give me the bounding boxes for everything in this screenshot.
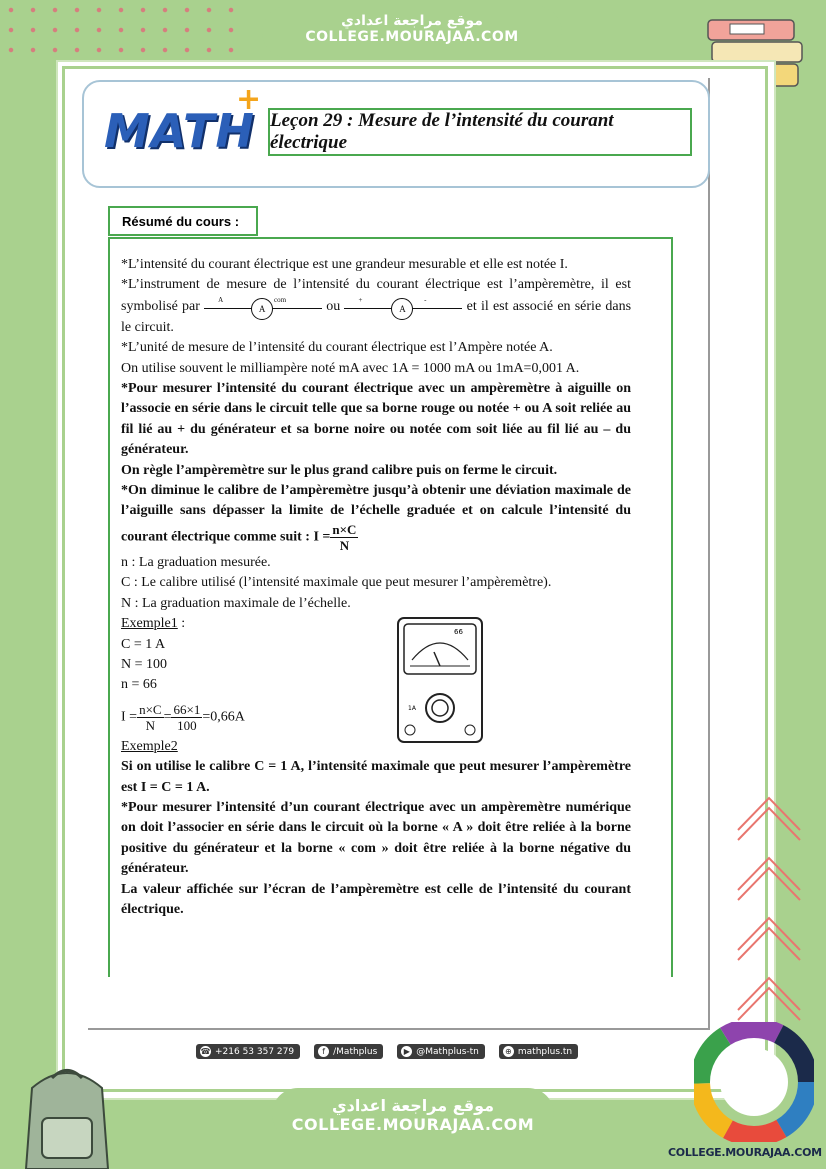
example-line: C = 1 A bbox=[121, 636, 166, 652]
example-line: n = 66 bbox=[121, 677, 157, 693]
phone-icon: ☎ bbox=[200, 1047, 211, 1056]
ammeter-symbol-com bbox=[204, 296, 322, 318]
youtube-icon: ▶ bbox=[401, 1046, 412, 1057]
ammeter-symbol-polar bbox=[344, 296, 462, 318]
lesson-title: Leçon 29 : Mesure de l’intensité du courant électrique bbox=[268, 108, 692, 156]
paragraph: *L’intensité du courant électrique est une grandeur mesurable et elle est notée I. bbox=[121, 257, 568, 272]
globe-icon: ⊕ bbox=[503, 1046, 514, 1057]
paragraph: Si on utilise le calibre C = 1 A, l’intensité maximale que peut mesurer l’ampèremètre est I = C = 1 A. bbox=[121, 759, 631, 795]
formula-numerator: 66×1 bbox=[173, 701, 201, 717]
paragraph: La valeur affichée sur l’écran de l’ampèremètre est celle de l’intensité du courant électrique. bbox=[121, 881, 631, 917]
website-url: mathplus.tn bbox=[517, 1046, 573, 1057]
formula-denominator: N bbox=[145, 717, 156, 733]
ammeter-illustration bbox=[396, 616, 484, 744]
symbol-terminal-label: - bbox=[424, 295, 427, 304]
example-formula bbox=[121, 702, 631, 733]
symbol-terminal-label: com bbox=[274, 295, 287, 304]
site-arabic-name: موقع مراجعة اعدادي bbox=[331, 1096, 495, 1115]
formula-lhs: I = bbox=[313, 529, 331, 545]
logo-plus: + bbox=[236, 82, 263, 117]
chevron-up-decoration bbox=[734, 790, 804, 1030]
phone-number: +216 53 357 279 bbox=[215, 1046, 295, 1057]
youtube-link[interactable] bbox=[397, 1044, 485, 1059]
phone-link[interactable] bbox=[196, 1044, 300, 1059]
symbol-circle: A bbox=[251, 298, 273, 320]
facebook-link[interactable] bbox=[314, 1044, 383, 1059]
symbol-terminal-label: A bbox=[218, 295, 224, 304]
formula-lhs: I = bbox=[121, 709, 138, 725]
paragraph: On utilise souvent le milliampère noté mA avec 1A = 1000 mA ou 1mA=0,001 A. bbox=[121, 360, 580, 376]
formula-fraction bbox=[171, 702, 202, 733]
formula-numerator: n×C bbox=[332, 521, 357, 537]
decorative-dots bbox=[0, 0, 240, 60]
example-title-colon: : bbox=[177, 616, 186, 632]
summary-text bbox=[121, 255, 631, 920]
facebook-icon: f bbox=[318, 1046, 329, 1057]
paragraph bbox=[121, 481, 631, 553]
paragraph: *Pour mesurer l’intensité d’un courant électrique avec un ampèremètre numérique on doit l’associer en série dans le circuit où la borne « A » doit être reliée à la borne positive du générateur et la borne « com » doit être reliée à la borne négative du générateur. bbox=[121, 799, 631, 877]
definition: C : Le calibre utilisé (l’intensité maximale que peut mesurer l’ampèremètre). bbox=[121, 575, 552, 591]
example-title: Exemple2 bbox=[121, 738, 178, 754]
paragraph: On règle l’ampèremètre sur le plus grand calibre puis on ferme le circuit. bbox=[121, 462, 558, 478]
summary-heading: Résumé du cours : bbox=[108, 206, 258, 236]
brand-url[interactable]: COLLEGE.MOURAJAA.COM bbox=[668, 1146, 822, 1159]
formula-result: =0,66A bbox=[202, 709, 245, 725]
symbol-circle: A bbox=[391, 298, 413, 320]
site-banner-top[interactable] bbox=[262, 6, 562, 58]
paragraph-text: *L’instrument de mesure de l’intensité du courant électrique est l’ampèremètre, il est symbolisé par bbox=[121, 277, 631, 315]
facebook-handle: /Mathplus bbox=[333, 1046, 378, 1057]
youtube-handle: @Mathplus-tn bbox=[416, 1046, 479, 1057]
formula-denominator: N bbox=[339, 537, 350, 553]
site-banner-bottom[interactable] bbox=[272, 1088, 554, 1140]
paragraph: *L’unité de mesure de l’intensité du courant électrique est l’Ampère notée A. bbox=[121, 340, 553, 356]
paragraph-text: *On diminue le calibre de l’ampèremètre jusqu’à obtenir une déviation maximale de l’aiguille sans dépasser la limite de l’échelle graduée et on calcule l’intensité du courant électrique comme suit : bbox=[121, 483, 631, 545]
meter-scale-value: 66 bbox=[454, 628, 463, 636]
website-link[interactable] bbox=[499, 1044, 578, 1059]
site-url[interactable]: COLLEGE.MOURAJAA.COM bbox=[305, 29, 519, 45]
definition: n : La graduation mesurée. bbox=[121, 554, 271, 570]
school-subjects-wheel bbox=[694, 1022, 814, 1142]
math-plus-logo bbox=[104, 82, 263, 158]
symbol-terminal-label: + bbox=[358, 295, 363, 304]
social-links bbox=[196, 1044, 578, 1059]
example-line: N = 100 bbox=[121, 656, 168, 672]
meter-calibre-label: 1A bbox=[408, 705, 416, 712]
paragraph bbox=[121, 275, 631, 338]
backpack-illustration bbox=[12, 1058, 122, 1169]
formula-denominator: 100 bbox=[177, 717, 197, 733]
logo-text: MATH bbox=[104, 104, 255, 158]
formula-numerator: n×C bbox=[139, 701, 162, 717]
formula-fraction bbox=[330, 522, 358, 553]
paragraph-text: et il est associé en série dans le circuit. bbox=[121, 299, 632, 335]
site-arabic-name: موقع مراجعة اعدادي bbox=[341, 13, 483, 29]
paragraph: *Pour mesurer l’intensité du courant électrique avec un ampèremètre à aiguille on l’associe en série dans le circuit telle que sa borne rouge ou notée + ou A soit reliée au fil lié au + du générateur et sa borne noire ou notée com soit liée au fil lié au – du générateur. bbox=[121, 381, 631, 458]
example-title-text: Exemple1 bbox=[121, 616, 178, 632]
definition: N : La graduation maximale de l’échelle. bbox=[121, 595, 351, 611]
example-title bbox=[121, 614, 631, 634]
formula-equals: = bbox=[163, 709, 172, 725]
paragraph-text: ou bbox=[326, 299, 341, 315]
formula-fraction bbox=[137, 702, 164, 733]
site-url[interactable]: COLLEGE.MOURAJAA.COM bbox=[291, 1115, 535, 1134]
